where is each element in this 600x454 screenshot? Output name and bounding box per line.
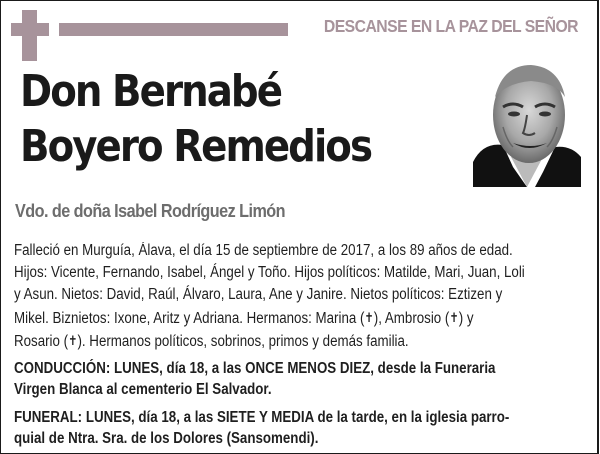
header-tagline: DESCANSE EN LA PAZ DEL SEÑOR <box>323 16 578 36</box>
widower-of: Vdo. de doña Isabel Rodríguez Limón <box>15 201 286 221</box>
cross-icon: ✝ <box>364 309 374 325</box>
body-line-2: Hijos: Vicente, Fernando, Isabel, Ángel y Toño. Hijos políticos: Matilde, Mari, Juan, Loli <box>14 264 525 282</box>
deceased-name <box>20 64 371 174</box>
funeral-line-1: FUNERAL: LUNES, día 18, a las SIETE Y MEDIA de la tarde, en la iglesia parro- <box>14 409 510 426</box>
conduccion-notice <box>14 358 564 400</box>
body-line-1: Falleció en Murguía, Álava, el día 15 de septiembre de 2017, a los 89 años de edad. <box>14 242 513 259</box>
body-line-5-text-a: Rosario ( <box>14 332 69 350</box>
portrait-illustration-icon <box>473 57 581 187</box>
body-line-5-text-b: ). Hermanos políticos, sobrinos, primos y demás familia. <box>77 332 409 350</box>
conduccion-line-2: Virgen Blanca al cementerio El Salvador. <box>14 381 272 398</box>
portrait-photo <box>473 57 581 187</box>
body-line-5 <box>14 330 564 353</box>
body-line-4-text-a: Mikel. Biznietos: Ixone, Aritz y Adriana. Hermanos: Marina ( <box>14 309 365 327</box>
body-line-4-text-b: ), Ambrosio ( <box>373 309 450 327</box>
cross-icon-horizontal <box>11 23 49 36</box>
family-details <box>14 240 564 353</box>
cross-icon: ✝ <box>449 309 459 325</box>
funeral-line-2: quial de Ntra. Sra. de los Dolores (Sansomendi). <box>14 430 319 447</box>
body-line-4-text-c: ) y <box>458 309 474 327</box>
name-line-2: Boyero Remedios <box>20 121 372 172</box>
body-line-3: y Asun. Nietos: David, Raúl, Álvaro, Laura, Ane y Janire. Nietos políticos: Eztizen y <box>14 286 503 304</box>
header-rule <box>59 23 288 36</box>
conduccion-line-1: CONDUCCIÓN: LUNES, día 18, a las ONCE MENOS DIEZ, desde la Funeraria <box>14 360 496 377</box>
body-line-4 <box>14 307 564 330</box>
cross-icon: ✝ <box>68 332 78 348</box>
funeral-notice <box>14 407 564 449</box>
name-line-1: Don Bernabé <box>20 66 282 117</box>
